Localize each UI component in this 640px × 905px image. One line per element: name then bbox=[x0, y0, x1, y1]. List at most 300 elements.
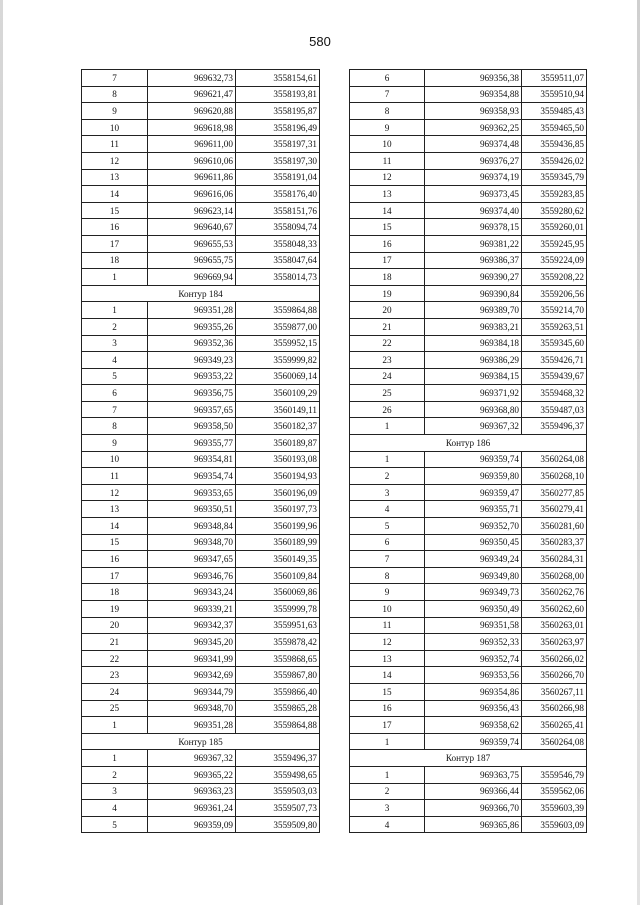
y-coordinate: 3560284,31 bbox=[522, 551, 587, 568]
y-coordinate: 3559436,85 bbox=[522, 136, 587, 153]
point-number: 16 bbox=[82, 551, 148, 568]
table-row bbox=[350, 683, 587, 700]
x-coordinate: 969374,48 bbox=[425, 136, 522, 153]
table-row bbox=[82, 551, 320, 568]
y-coordinate: 3560266,02 bbox=[522, 650, 587, 667]
x-coordinate: 969621,47 bbox=[148, 86, 236, 103]
point-number: 11 bbox=[350, 152, 425, 169]
x-coordinate: 969350,49 bbox=[425, 601, 522, 618]
point-number: 1 bbox=[350, 733, 425, 750]
point-number: 2 bbox=[82, 766, 148, 783]
table-row bbox=[82, 169, 320, 186]
table-row bbox=[82, 650, 320, 667]
point-number: 3 bbox=[350, 800, 425, 817]
point-number: 14 bbox=[82, 518, 148, 535]
contour-header-row bbox=[82, 285, 320, 302]
x-coordinate: 969384,18 bbox=[425, 335, 522, 352]
table-row bbox=[350, 451, 587, 468]
point-number: 20 bbox=[350, 302, 425, 319]
table-row bbox=[350, 484, 587, 501]
y-coordinate: 3559206,56 bbox=[522, 285, 587, 302]
y-coordinate: 3559868,65 bbox=[236, 650, 320, 667]
table-row bbox=[350, 567, 587, 584]
table-row bbox=[350, 335, 587, 352]
y-coordinate: 3558154,61 bbox=[236, 70, 320, 87]
x-coordinate: 969353,56 bbox=[425, 667, 522, 684]
x-coordinate: 969610,06 bbox=[148, 152, 236, 169]
y-coordinate: 3559263,51 bbox=[522, 318, 587, 335]
y-coordinate: 3559439,67 bbox=[522, 368, 587, 385]
point-number: 25 bbox=[82, 700, 148, 717]
x-coordinate: 969352,36 bbox=[148, 335, 236, 352]
x-coordinate: 969374,40 bbox=[425, 202, 522, 219]
x-coordinate: 969359,74 bbox=[425, 451, 522, 468]
y-coordinate: 3560262,60 bbox=[522, 601, 587, 618]
point-number: 12 bbox=[82, 152, 148, 169]
x-coordinate: 969345,20 bbox=[148, 634, 236, 651]
x-coordinate: 969655,53 bbox=[148, 235, 236, 252]
x-coordinate: 969386,37 bbox=[425, 252, 522, 269]
y-coordinate: 3559510,94 bbox=[522, 86, 587, 103]
x-coordinate: 969378,15 bbox=[425, 219, 522, 236]
x-coordinate: 969354,86 bbox=[425, 683, 522, 700]
table-row bbox=[82, 451, 320, 468]
point-number: 18 bbox=[82, 252, 148, 269]
point-number: 24 bbox=[350, 368, 425, 385]
x-coordinate: 969341,99 bbox=[148, 650, 236, 667]
point-number: 8 bbox=[82, 86, 148, 103]
table-row bbox=[350, 617, 587, 634]
table-row bbox=[350, 235, 587, 252]
point-number: 26 bbox=[350, 401, 425, 418]
point-number: 10 bbox=[82, 119, 148, 136]
table-row bbox=[82, 717, 320, 734]
y-coordinate: 3558151,76 bbox=[236, 202, 320, 219]
table-row bbox=[350, 766, 587, 783]
x-coordinate: 969362,25 bbox=[425, 119, 522, 136]
y-coordinate: 3559345,79 bbox=[522, 169, 587, 186]
y-coordinate: 3560199,96 bbox=[236, 518, 320, 535]
y-coordinate: 3558193,81 bbox=[236, 86, 320, 103]
point-number: 5 bbox=[82, 816, 148, 833]
x-coordinate: 969359,74 bbox=[425, 733, 522, 750]
point-number: 23 bbox=[350, 352, 425, 369]
table-body bbox=[82, 70, 320, 833]
x-coordinate: 969363,75 bbox=[425, 766, 522, 783]
y-coordinate: 3560149,35 bbox=[236, 551, 320, 568]
table-row bbox=[350, 534, 587, 551]
table-row bbox=[350, 733, 587, 750]
y-coordinate: 3560283,37 bbox=[522, 534, 587, 551]
x-coordinate: 969349,23 bbox=[148, 352, 236, 369]
table-row bbox=[82, 783, 320, 800]
point-number: 22 bbox=[82, 650, 148, 667]
y-coordinate: 3559214,70 bbox=[522, 302, 587, 319]
x-coordinate: 969381,22 bbox=[425, 235, 522, 252]
y-coordinate: 3558014,73 bbox=[236, 269, 320, 286]
y-coordinate: 3559426,02 bbox=[522, 152, 587, 169]
x-coordinate: 969353,65 bbox=[148, 484, 236, 501]
y-coordinate: 3559496,37 bbox=[522, 418, 587, 435]
point-number: 1 bbox=[350, 766, 425, 783]
x-coordinate: 969352,33 bbox=[425, 634, 522, 651]
x-coordinate: 969390,84 bbox=[425, 285, 522, 302]
point-number: 3 bbox=[82, 783, 148, 800]
coordinates-table-right bbox=[349, 69, 587, 833]
x-coordinate: 969342,69 bbox=[148, 667, 236, 684]
point-number: 2 bbox=[350, 783, 425, 800]
y-coordinate: 3560197,73 bbox=[236, 501, 320, 518]
point-number: 5 bbox=[82, 368, 148, 385]
x-coordinate: 969351,58 bbox=[425, 617, 522, 634]
x-coordinate: 969669,94 bbox=[148, 269, 236, 286]
contour-title: Контур 184 bbox=[82, 285, 320, 302]
point-number: 6 bbox=[82, 385, 148, 402]
table-row bbox=[350, 468, 587, 485]
table-row bbox=[350, 202, 587, 219]
y-coordinate: 3560268,00 bbox=[522, 567, 587, 584]
table-row bbox=[350, 136, 587, 153]
x-coordinate: 969618,98 bbox=[148, 119, 236, 136]
table-row bbox=[82, 800, 320, 817]
x-coordinate: 969611,00 bbox=[148, 136, 236, 153]
table-row bbox=[82, 700, 320, 717]
y-coordinate: 3560264,08 bbox=[522, 451, 587, 468]
table-row bbox=[350, 783, 587, 800]
point-number: 9 bbox=[82, 103, 148, 120]
x-coordinate: 969367,32 bbox=[425, 418, 522, 435]
point-number: 4 bbox=[82, 800, 148, 817]
x-coordinate: 969376,27 bbox=[425, 152, 522, 169]
x-coordinate: 969349,73 bbox=[425, 584, 522, 601]
x-coordinate: 969351,28 bbox=[148, 302, 236, 319]
table-row bbox=[82, 70, 320, 87]
y-coordinate: 3559426,71 bbox=[522, 352, 587, 369]
point-number: 8 bbox=[350, 103, 425, 120]
x-coordinate: 969359,80 bbox=[425, 468, 522, 485]
point-number: 8 bbox=[82, 418, 148, 435]
x-coordinate: 969348,70 bbox=[148, 700, 236, 717]
y-coordinate: 3560182,37 bbox=[236, 418, 320, 435]
table-row bbox=[350, 285, 587, 302]
x-coordinate: 969359,09 bbox=[148, 816, 236, 833]
x-coordinate: 969632,73 bbox=[148, 70, 236, 87]
y-coordinate: 3559999,78 bbox=[236, 601, 320, 618]
contour-header-row bbox=[82, 733, 320, 750]
y-coordinate: 3559865,28 bbox=[236, 700, 320, 717]
table-row bbox=[82, 219, 320, 236]
point-number: 16 bbox=[350, 235, 425, 252]
x-coordinate: 969347,65 bbox=[148, 551, 236, 568]
table-row bbox=[350, 103, 587, 120]
point-number: 3 bbox=[82, 335, 148, 352]
y-coordinate: 3560189,99 bbox=[236, 534, 320, 551]
point-number: 14 bbox=[350, 667, 425, 684]
table-row bbox=[82, 766, 320, 783]
y-coordinate: 3559245,95 bbox=[522, 235, 587, 252]
y-coordinate: 3559951,63 bbox=[236, 617, 320, 634]
x-coordinate: 969354,74 bbox=[148, 468, 236, 485]
y-coordinate: 3559487,03 bbox=[522, 401, 587, 418]
y-coordinate: 3560262,76 bbox=[522, 584, 587, 601]
y-coordinate: 3560149,11 bbox=[236, 401, 320, 418]
table-row bbox=[82, 484, 320, 501]
table-row bbox=[350, 219, 587, 236]
y-coordinate: 3560196,09 bbox=[236, 484, 320, 501]
point-number: 23 bbox=[82, 667, 148, 684]
x-coordinate: 969365,86 bbox=[425, 816, 522, 833]
x-coordinate: 969349,80 bbox=[425, 567, 522, 584]
y-coordinate: 3559546,79 bbox=[522, 766, 587, 783]
y-coordinate: 3559283,85 bbox=[522, 186, 587, 203]
y-coordinate: 3559866,40 bbox=[236, 683, 320, 700]
table-row bbox=[82, 534, 320, 551]
point-number: 9 bbox=[82, 435, 148, 452]
y-coordinate: 3558047,64 bbox=[236, 252, 320, 269]
point-number: 1 bbox=[350, 418, 425, 435]
point-number: 12 bbox=[350, 634, 425, 651]
point-number: 15 bbox=[350, 683, 425, 700]
x-coordinate: 969367,32 bbox=[148, 750, 236, 767]
table-row bbox=[350, 816, 587, 833]
x-coordinate: 969616,06 bbox=[148, 186, 236, 203]
table-row bbox=[350, 518, 587, 535]
x-coordinate: 969655,75 bbox=[148, 252, 236, 269]
y-coordinate: 3558196,49 bbox=[236, 119, 320, 136]
y-coordinate: 3559509,80 bbox=[236, 816, 320, 833]
contour-header-row bbox=[350, 750, 587, 767]
x-coordinate: 969350,45 bbox=[425, 534, 522, 551]
y-coordinate: 3559503,03 bbox=[236, 783, 320, 800]
point-number: 1 bbox=[82, 269, 148, 286]
table-body bbox=[350, 70, 587, 833]
x-coordinate: 969366,44 bbox=[425, 783, 522, 800]
x-coordinate: 969358,93 bbox=[425, 103, 522, 120]
y-coordinate: 3559864,88 bbox=[236, 302, 320, 319]
point-number: 13 bbox=[350, 650, 425, 667]
y-coordinate: 3559280,62 bbox=[522, 202, 587, 219]
scan-edge-left bbox=[0, 0, 3, 905]
y-coordinate: 3560265,41 bbox=[522, 717, 587, 734]
table-row bbox=[82, 601, 320, 618]
y-coordinate: 3560069,14 bbox=[236, 368, 320, 385]
y-coordinate: 3559507,73 bbox=[236, 800, 320, 817]
table-row bbox=[82, 136, 320, 153]
x-coordinate: 969386,29 bbox=[425, 352, 522, 369]
x-coordinate: 969358,50 bbox=[148, 418, 236, 435]
point-number: 9 bbox=[350, 119, 425, 136]
contour-header-row bbox=[350, 435, 587, 452]
table-row bbox=[350, 169, 587, 186]
x-coordinate: 969343,24 bbox=[148, 584, 236, 601]
coordinates-table-left bbox=[81, 69, 320, 833]
point-number: 18 bbox=[82, 584, 148, 601]
table-row bbox=[350, 667, 587, 684]
x-coordinate: 969355,26 bbox=[148, 318, 236, 335]
y-coordinate: 3560069,86 bbox=[236, 584, 320, 601]
table-row bbox=[82, 816, 320, 833]
x-coordinate: 969363,23 bbox=[148, 783, 236, 800]
y-coordinate: 3560266,98 bbox=[522, 700, 587, 717]
table-row bbox=[350, 800, 587, 817]
table-row bbox=[82, 368, 320, 385]
point-number: 1 bbox=[82, 750, 148, 767]
y-coordinate: 3559345,60 bbox=[522, 335, 587, 352]
y-coordinate: 3560109,84 bbox=[236, 567, 320, 584]
x-coordinate: 969390,27 bbox=[425, 269, 522, 286]
point-number: 10 bbox=[350, 601, 425, 618]
y-coordinate: 3559208,22 bbox=[522, 269, 587, 286]
point-number: 2 bbox=[350, 468, 425, 485]
x-coordinate: 969339,21 bbox=[148, 601, 236, 618]
x-coordinate: 969383,21 bbox=[425, 318, 522, 335]
x-coordinate: 969348,70 bbox=[148, 534, 236, 551]
point-number: 19 bbox=[82, 601, 148, 618]
y-coordinate: 3560109,29 bbox=[236, 385, 320, 402]
y-coordinate: 3560263,97 bbox=[522, 634, 587, 651]
table-row bbox=[82, 235, 320, 252]
x-coordinate: 969357,65 bbox=[148, 401, 236, 418]
y-coordinate: 3559562,06 bbox=[522, 783, 587, 800]
x-coordinate: 969373,45 bbox=[425, 186, 522, 203]
x-coordinate: 969356,43 bbox=[425, 700, 522, 717]
point-number: 13 bbox=[350, 186, 425, 203]
table-row bbox=[350, 700, 587, 717]
table-row bbox=[350, 634, 587, 651]
table-row bbox=[350, 252, 587, 269]
y-coordinate: 3560267,11 bbox=[522, 683, 587, 700]
table-row bbox=[82, 186, 320, 203]
point-number: 15 bbox=[82, 202, 148, 219]
table-row bbox=[82, 269, 320, 286]
point-number: 4 bbox=[350, 816, 425, 833]
y-coordinate: 3559485,43 bbox=[522, 103, 587, 120]
y-coordinate: 3559999,82 bbox=[236, 352, 320, 369]
y-coordinate: 3559878,42 bbox=[236, 634, 320, 651]
table-row bbox=[82, 302, 320, 319]
table-row bbox=[82, 385, 320, 402]
point-number: 4 bbox=[350, 501, 425, 518]
y-coordinate: 3558048,33 bbox=[236, 235, 320, 252]
x-coordinate: 969354,88 bbox=[425, 86, 522, 103]
table-row bbox=[350, 318, 587, 335]
point-number: 1 bbox=[82, 717, 148, 734]
y-coordinate: 3560281,60 bbox=[522, 518, 587, 535]
y-coordinate: 3559864,88 bbox=[236, 717, 320, 734]
table-row bbox=[82, 468, 320, 485]
point-number: 12 bbox=[82, 484, 148, 501]
table-row bbox=[82, 335, 320, 352]
table-row bbox=[82, 318, 320, 335]
table-row bbox=[82, 252, 320, 269]
contour-title: Контур 187 bbox=[350, 750, 587, 767]
y-coordinate: 3560268,10 bbox=[522, 468, 587, 485]
y-coordinate: 3560193,08 bbox=[236, 451, 320, 468]
x-coordinate: 969349,24 bbox=[425, 551, 522, 568]
y-coordinate: 3558176,40 bbox=[236, 186, 320, 203]
point-number: 1 bbox=[82, 302, 148, 319]
point-number: 11 bbox=[82, 468, 148, 485]
table-row bbox=[82, 401, 320, 418]
y-coordinate: 3558195,87 bbox=[236, 103, 320, 120]
y-coordinate: 3559468,32 bbox=[522, 385, 587, 402]
x-coordinate: 969350,51 bbox=[148, 501, 236, 518]
point-number: 19 bbox=[350, 285, 425, 302]
table-row bbox=[350, 717, 587, 734]
y-coordinate: 3558191,04 bbox=[236, 169, 320, 186]
table-row bbox=[350, 302, 587, 319]
point-number: 14 bbox=[350, 202, 425, 219]
table-row bbox=[82, 567, 320, 584]
y-coordinate: 3559224,09 bbox=[522, 252, 587, 269]
point-number: 13 bbox=[82, 169, 148, 186]
x-coordinate: 969611,86 bbox=[148, 169, 236, 186]
point-number: 17 bbox=[82, 235, 148, 252]
point-number: 5 bbox=[350, 518, 425, 535]
contour-title: Контур 185 bbox=[82, 733, 320, 750]
point-number: 13 bbox=[82, 501, 148, 518]
table-row bbox=[350, 152, 587, 169]
table-row bbox=[350, 352, 587, 369]
y-coordinate: 3559877,00 bbox=[236, 318, 320, 335]
point-number: 21 bbox=[350, 318, 425, 335]
x-coordinate: 969358,62 bbox=[425, 717, 522, 734]
table-row bbox=[350, 186, 587, 203]
x-coordinate: 969356,38 bbox=[425, 70, 522, 87]
point-number: 3 bbox=[350, 484, 425, 501]
point-number: 14 bbox=[82, 186, 148, 203]
point-number: 15 bbox=[82, 534, 148, 551]
y-coordinate: 3559496,37 bbox=[236, 750, 320, 767]
table-row bbox=[350, 551, 587, 568]
x-coordinate: 969361,24 bbox=[148, 800, 236, 817]
point-number: 24 bbox=[82, 683, 148, 700]
y-coordinate: 3560279,41 bbox=[522, 501, 587, 518]
point-number: 10 bbox=[82, 451, 148, 468]
y-coordinate: 3559952,15 bbox=[236, 335, 320, 352]
x-coordinate: 969352,70 bbox=[425, 518, 522, 535]
y-coordinate: 3559867,80 bbox=[236, 667, 320, 684]
table-row bbox=[350, 650, 587, 667]
y-coordinate: 3560277,85 bbox=[522, 484, 587, 501]
point-number: 7 bbox=[350, 86, 425, 103]
point-number: 6 bbox=[350, 534, 425, 551]
x-coordinate: 969371,92 bbox=[425, 385, 522, 402]
point-number: 7 bbox=[82, 70, 148, 87]
point-number: 4 bbox=[82, 352, 148, 369]
y-coordinate: 3559260,01 bbox=[522, 219, 587, 236]
point-number: 6 bbox=[350, 70, 425, 87]
x-coordinate: 969356,75 bbox=[148, 385, 236, 402]
point-number: 21 bbox=[82, 634, 148, 651]
table-row bbox=[82, 501, 320, 518]
point-number: 9 bbox=[350, 584, 425, 601]
page-number: 580 bbox=[309, 34, 331, 49]
point-number: 11 bbox=[82, 136, 148, 153]
point-number: 17 bbox=[350, 252, 425, 269]
table-row bbox=[350, 119, 587, 136]
table-row bbox=[82, 352, 320, 369]
table-row bbox=[82, 683, 320, 700]
x-coordinate: 969342,37 bbox=[148, 617, 236, 634]
x-coordinate: 969366,70 bbox=[425, 800, 522, 817]
point-number: 15 bbox=[350, 219, 425, 236]
table-row bbox=[82, 667, 320, 684]
y-coordinate: 3558094,74 bbox=[236, 219, 320, 236]
x-coordinate: 969344,79 bbox=[148, 683, 236, 700]
table-row bbox=[350, 368, 587, 385]
table-row bbox=[82, 152, 320, 169]
